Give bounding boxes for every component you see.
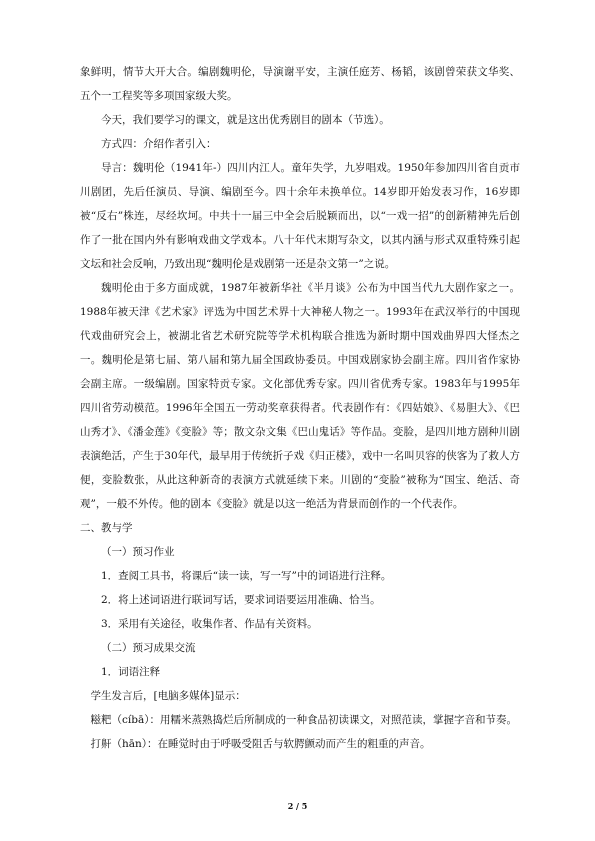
paragraph-author-intro: 导言：魏明伦（1941年-）四川内江人。童年失学，九岁唱戏。1950年参加四川省自贡市川剧团，先后任演员、导演、编剧至今。四十余年未换单位。14岁即开始发表习作，16岁即被“反右”株连，尽经坎坷。中共十一届三中全会后脱颖而出，以“一戏一招”的创新精神先后创作了一批在国内外有影响戏曲文学戏本。八十年代末期写杂文，以其内涵与形式双重特殊引起文坛和社会反响，乃致出现“魏明伦是戏剧第一还是杂文第一”之说。 [80, 162, 520, 270]
list-item: 1．查阅工具书，将课后“读一读，写一写”中的词语进行注释。 [101, 570, 392, 582]
sub-heading-preview-exchange: （二）预习成果交流 [101, 642, 196, 654]
document-body [80, 60, 520, 756]
vocab-entry-ciba: 糍粑（cíbā）：用糯米蒸熟捣烂后所制成的一种食品初读课文，对照范读，掌握字音和节奏。 [90, 714, 517, 726]
list-item: 3．采用有关途径，收集作者、作品有关资料。 [101, 618, 318, 630]
paragraph-intro-continuation: 象鲜明，情节大开大合。编剧魏明伦，导演谢平安，主演任庭芳、杨韬，该剧曾荣获文华奖、五个一工程奖等多项国家级大奖。 [80, 66, 520, 102]
list-item-vocab-notes: 1．词语注释 [101, 666, 161, 678]
sub-heading-preview-homework: （一）预习作业 [101, 546, 175, 558]
page-number: 2 / 5 [287, 801, 308, 811]
paragraph-method-four: 方式四：介绍作者引入： [101, 138, 217, 150]
paragraph-student-speak: 学生发言后，[电脑多媒体]显示： [90, 690, 246, 702]
paragraph-author-achievements: 魏明伦由于多方面成就，1987年被新华社《半月谈》公布为中国当代九大剧作家之一。1988年被天津《艺术家》评选为中国艺术界十大神秘人物之一。1993年在武汉举行的中国现代戏曲研究会上，被湖北省艺术研究院等学术机构联合推选为新时期中国戏曲界四大怪杰之一。魏明伦是第七届、第八届和第九届全国政协委员。中国戏剧家协会副主席。四川省作家协会副主席。一级编剧。国家特贡专家。文化部优秀专家。四川省优秀专家。1983年与1995年四川省劳动模范。1996年全国五一劳动奖章获得者。代表剧作有：《四姑娘》、《易胆大》、《巴山秀才》、《潘金莲》《变脸》等；散文杂文集《巴山鬼话》等作品。变脸，是四川地方剧种川剧表演绝活，产生于30年代，最早用于传统折子戏《归正楼》，戏中一名叫贝容的侠客为了救人方便，变脸数张，从此这种新奇的表演方式就延续下来。川剧的“变脸”被称为“国宝、绝活、奇观”，一般不外传。他的剧本《变脸》就是以这一绝活为背景而创作的一个代表作。 [80, 282, 520, 510]
list-item: 2．将上述词语进行联词写话，要求词语要运用准确、恰当。 [101, 594, 381, 606]
vocab-entry-dahan: 打鼾（hān）：在睡觉时由于呼吸受阻舌与软腭颤动而产生的粗重的声音。 [90, 738, 431, 750]
paragraph-today-lesson: 今天，我们要学习的课文，就是这出优秀剧目的剧本（节选）。 [101, 114, 390, 126]
section-heading-teach-learn: 二、教与学 [80, 522, 133, 534]
